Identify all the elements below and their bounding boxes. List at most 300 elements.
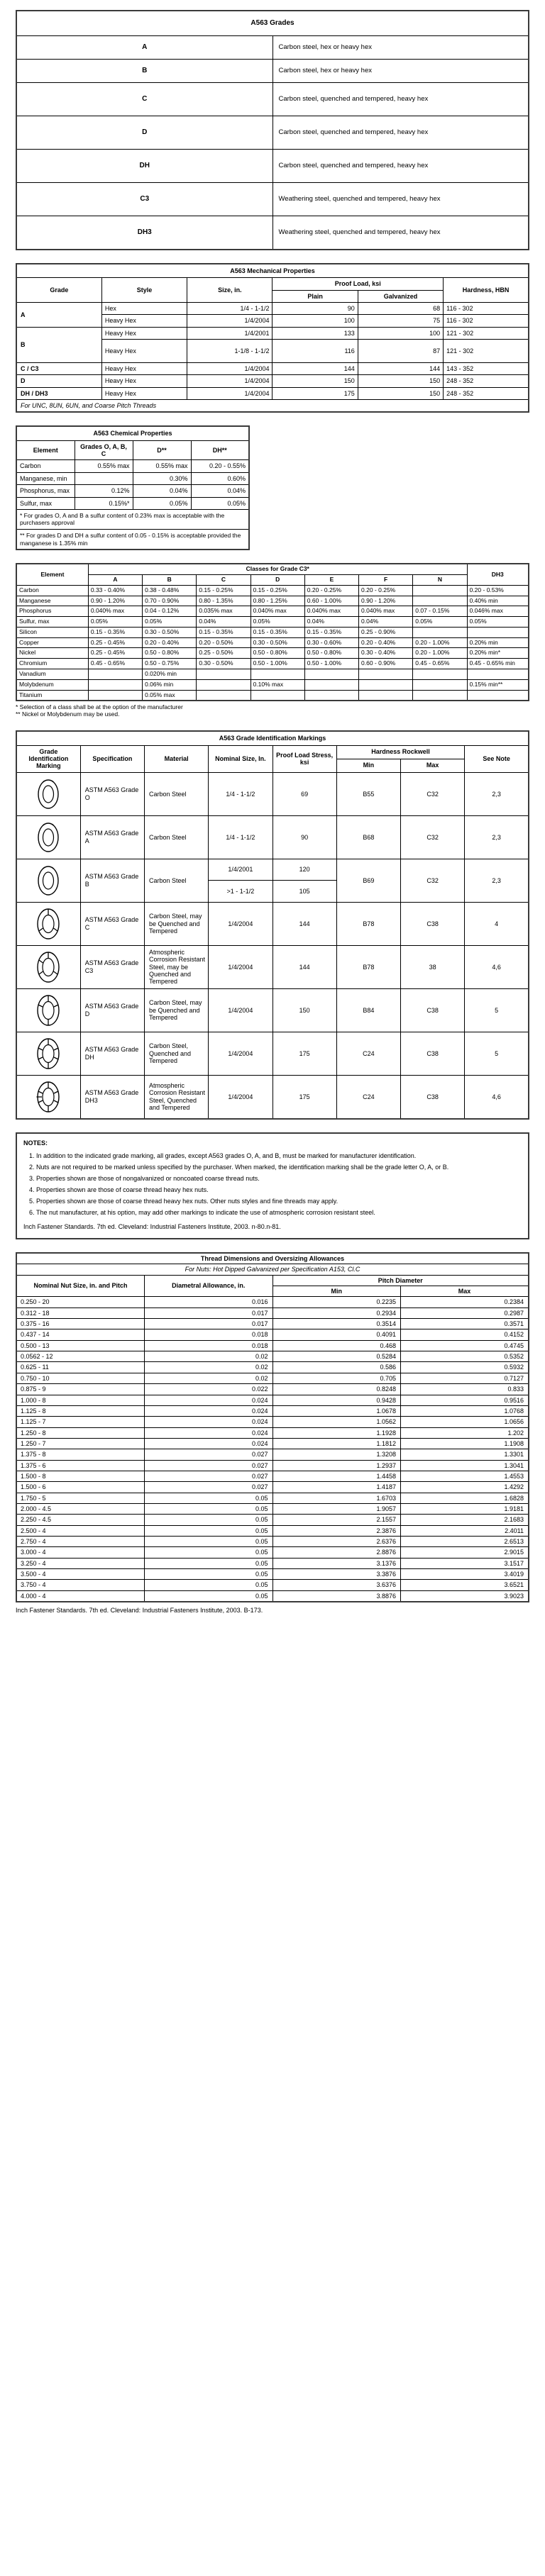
marking-proof-load: 150	[272, 988, 336, 1032]
table-row	[16, 772, 529, 815]
thread-nominal: 0.0562 - 12	[16, 1351, 145, 1362]
table-row	[16, 1503, 529, 1514]
table-header-row	[16, 745, 529, 759]
thread-allowance: 0.02	[145, 1351, 273, 1362]
mech-galvanized: 75	[358, 315, 443, 327]
mech-grade: A	[16, 303, 101, 328]
col-header-material: Material	[145, 745, 209, 772]
class-value-dh3: 0.046% max	[467, 606, 529, 617]
thread-pitch-max: 1.3041	[401, 1460, 529, 1471]
class-value-dh3	[467, 669, 529, 680]
mech-size: 1/4/2001	[187, 327, 272, 339]
thread-pitch-min: 3.8876	[272, 1590, 401, 1602]
marking-specification: ASTM A563 Grade C3	[80, 945, 144, 988]
a563-grades-section	[16, 10, 529, 250]
thread-pitch-min: 2.8876	[272, 1547, 401, 1558]
marking-specification: ASTM A563 Grade A	[80, 815, 144, 859]
class-value-c	[197, 679, 251, 690]
table-row	[16, 1493, 529, 1503]
notes-source: Inch Fastener Standards. 7th ed. Cleveland: Industrial Fasteners Institute, 2003. n-80.n-81.	[23, 1223, 281, 1230]
thread-allowance: 0.02	[145, 1362, 273, 1373]
thread-allowance: 0.024	[145, 1438, 273, 1449]
thread-allowance: 0.027	[145, 1482, 273, 1493]
thread-nominal: 3.500 - 4	[16, 1569, 145, 1580]
table-row	[16, 659, 529, 669]
chem-value-oabc: 0.12%	[75, 485, 133, 497]
class-element: Phosphorus	[16, 606, 88, 617]
class-value-e	[304, 679, 358, 690]
table-header-row	[16, 440, 249, 460]
thread-nominal: 0.312 - 18	[16, 1307, 145, 1318]
class-value-n	[413, 690, 467, 701]
class-value-b: 0.20 - 0.40%	[143, 637, 197, 648]
thread-pitch-min: 0.9428	[272, 1395, 401, 1405]
table-row	[16, 648, 529, 659]
mech-footnote: For UNC, 8UN, 6UN, and Coarse Pitch Threads	[16, 400, 529, 413]
marking-nominal-size: 1/4 - 1-1/2	[209, 772, 272, 815]
class-value-n: 0.20 - 1.00%	[413, 637, 467, 648]
class-value-dh3: 0.05%	[467, 617, 529, 628]
thread-allowance: 0.027	[145, 1471, 273, 1481]
table-row	[16, 1525, 529, 1536]
thread-nominal: 1.125 - 8	[16, 1405, 145, 1416]
class-value-c: 0.30 - 0.50%	[197, 659, 251, 669]
col-header-min: Min	[336, 759, 400, 772]
notes-section	[16, 1132, 529, 1239]
table-row	[16, 1482, 529, 1493]
marking-hardness-max: C38	[401, 988, 465, 1032]
marking-hardness-min: B84	[336, 988, 400, 1032]
nut-d-icon	[20, 991, 77, 1030]
col-header-hardness-rockwell: Hardness Rockwell	[336, 745, 465, 759]
marking-nominal-size: 1/4/2001	[209, 859, 272, 881]
class-value-b: 0.04 - 0.12%	[143, 606, 197, 617]
class-value-b: 0.50 - 0.75%	[143, 659, 197, 669]
table-row	[16, 485, 249, 497]
thread-pitch-max: 1.4292	[401, 1482, 529, 1493]
col-header-proof-load-stress: Proof Load Stress, ksi	[272, 745, 336, 772]
table-row	[16, 1297, 529, 1307]
col-header-diametral-allowance: Diametral Allowance, in.	[145, 1275, 273, 1297]
thread-allowance: 0.05	[145, 1558, 273, 1568]
table-row	[16, 1307, 529, 1318]
table-row	[16, 669, 529, 680]
thread-allowance: 0.05	[145, 1569, 273, 1580]
mech-plain: 175	[272, 387, 358, 399]
thread-pitch-min: 2.1557	[272, 1515, 401, 1525]
class-value-dh3: 0.20% min*	[467, 648, 529, 659]
table-row	[16, 1438, 529, 1449]
chem-value-dh: 0.04%	[191, 485, 249, 497]
class-element: Nickel	[16, 648, 88, 659]
table-row	[16, 1471, 529, 1481]
marking-hardness-min: B68	[336, 815, 400, 859]
chem-element: Carbon	[16, 460, 75, 472]
note-item: 4. Properties shown are those of coarse thread heavy hex nuts.	[36, 1186, 522, 1195]
thread-pitch-min: 1.2937	[272, 1460, 401, 1471]
a563-mechanical-table	[16, 263, 529, 413]
marking-nominal-size-alt: >1 - 1-1/2	[209, 881, 272, 903]
table-row	[16, 859, 529, 881]
class-value-n: 0.20 - 1.00%	[413, 648, 467, 659]
class-element: Molybdenum	[16, 679, 88, 690]
class-value-a: 0.15 - 0.35%	[88, 627, 142, 637]
class-element: Manganese	[16, 596, 88, 606]
class-value-n: 0.05%	[413, 617, 467, 628]
col-header-grade-d: D**	[133, 440, 191, 460]
marking-proof-load: 175	[272, 1075, 336, 1119]
class-value-c: 0.035% max	[197, 606, 251, 617]
mech-galvanized: 150	[358, 375, 443, 387]
classes-grade-c3-table	[16, 563, 529, 701]
mech-galvanized: 144	[358, 363, 443, 375]
class-value-b: 0.70 - 0.90%	[143, 596, 197, 606]
class-value-d: 0.50 - 0.80%	[251, 648, 304, 659]
table-row	[16, 1075, 529, 1119]
thread-allowance: 0.018	[145, 1340, 273, 1351]
chem-element: Sulfur, max	[16, 497, 75, 509]
table-title-row	[16, 1253, 529, 1264]
marking-hardness-max: C38	[401, 902, 465, 945]
note-item: 3. Properties shown are those of nongalvanized or noncoated coarse thread nuts.	[36, 1174, 522, 1183]
marking-proof-load: 69	[272, 772, 336, 815]
class-value-b: 0.05% max	[143, 690, 197, 701]
marking-nominal-size: 1/4/2004	[209, 1032, 272, 1075]
col-header-class-c: C	[197, 575, 251, 586]
col-header-class-n: N	[413, 575, 467, 586]
table-row	[16, 617, 529, 628]
thread-allowance: 0.05	[145, 1536, 273, 1546]
marking-see-note: 4,6	[465, 1075, 529, 1119]
col-header-classes-group: Classes for Grade C3*	[88, 564, 467, 574]
marking-hardness-min: B78	[336, 902, 400, 945]
table-row	[16, 1329, 529, 1340]
marking-cell	[16, 1032, 80, 1075]
thread-allowance: 0.027	[145, 1449, 273, 1460]
mech-style: Heavy Hex	[101, 375, 187, 387]
thread-pitch-min: 3.3876	[272, 1569, 401, 1580]
class-value-b: 0.06% min	[143, 679, 197, 690]
thread-nominal: 2.000 - 4.5	[16, 1503, 145, 1514]
thread-pitch-max: 0.2384	[401, 1297, 529, 1307]
thread-allowance: 0.017	[145, 1307, 273, 1318]
class-element: Titanium	[16, 690, 88, 701]
table-row	[16, 585, 529, 596]
class-value-b: 0.50 - 0.80%	[143, 648, 197, 659]
chem-value-d: 0.04%	[133, 485, 191, 497]
thread-pitch-min: 1.4458	[272, 1471, 401, 1481]
marking-specification: ASTM A563 Grade B	[80, 859, 144, 902]
classes-footnotes	[16, 703, 529, 718]
class-value-d: 0.05%	[251, 617, 304, 628]
class-value-f: 0.90 - 1.20%	[359, 596, 413, 606]
thread-pitch-max: 0.9516	[401, 1395, 529, 1405]
thread-pitch-max: 1.0768	[401, 1405, 529, 1416]
table-row	[16, 679, 529, 690]
thread-pitch-max: 0.5932	[401, 1362, 529, 1373]
class-value-e: 0.04%	[304, 617, 358, 628]
classes-grade-c3-section	[16, 563, 529, 718]
table-row	[16, 387, 529, 399]
col-header-grade-dh: DH**	[191, 440, 249, 460]
class-value-a	[88, 669, 142, 680]
marking-cell	[16, 945, 80, 988]
table-row	[16, 1558, 529, 1568]
class-value-n: 0.45 - 0.65%	[413, 659, 467, 669]
mech-galvanized: 68	[358, 303, 443, 315]
thread-pitch-min: 0.2934	[272, 1307, 401, 1318]
thread-nominal: 1.250 - 7	[16, 1438, 145, 1449]
table-row	[16, 303, 529, 315]
table-row	[16, 1319, 529, 1329]
mech-plain: 150	[272, 375, 358, 387]
table-row	[16, 945, 529, 988]
thread-allowance: 0.024	[145, 1395, 273, 1405]
class-value-e: 0.50 - 1.00%	[304, 659, 358, 669]
class-value-a: 0.25 - 0.45%	[88, 648, 142, 659]
class-value-a	[88, 690, 142, 701]
mech-size: 1/4/2004	[187, 363, 272, 375]
classes-footnote-1: * Selection of a class shall be at the option of the manufacturer	[16, 703, 183, 711]
thread-allowance: 0.017	[145, 1319, 273, 1329]
table-row	[16, 1590, 529, 1602]
col-header-nominal-size: Nominal Size, In.	[209, 745, 272, 772]
table-row	[16, 1417, 529, 1427]
thread-pitch-min: 0.2235	[272, 1297, 401, 1307]
thread-pitch-max: 1.202	[401, 1427, 529, 1438]
table-row	[16, 1569, 529, 1580]
thread-allowance: 0.05	[145, 1515, 273, 1525]
class-element: Copper	[16, 637, 88, 648]
thread-pitch-min: 1.3208	[272, 1449, 401, 1460]
table-header-row	[16, 564, 529, 574]
marking-hardness-min: B69	[336, 859, 400, 902]
thread-nominal: 0.375 - 16	[16, 1319, 145, 1329]
thread-allowance: 0.05	[145, 1580, 273, 1590]
marking-nominal-size: 1/4/2004	[209, 988, 272, 1032]
marking-see-note: 4,6	[465, 945, 529, 988]
thread-nominal: 3.250 - 4	[16, 1558, 145, 1568]
thread-nominal: 2.750 - 4	[16, 1536, 145, 1546]
class-element: Chromium	[16, 659, 88, 669]
class-value-d: 0.15 - 0.25%	[251, 585, 304, 596]
thread-allowance: 0.05	[145, 1493, 273, 1503]
col-header-marking: Grade Identification Marking	[16, 745, 80, 772]
class-value-b: 0.05%	[143, 617, 197, 628]
class-value-c: 0.80 - 1.35%	[197, 596, 251, 606]
grade-letter: B	[16, 60, 272, 83]
marking-see-note: 2,3	[465, 772, 529, 815]
class-value-b: 0.38 - 0.48%	[143, 585, 197, 596]
notes-box	[16, 1132, 529, 1239]
marking-hardness-min: B55	[336, 772, 400, 815]
thread-pitch-min: 1.1812	[272, 1438, 401, 1449]
mech-style: Heavy Hex	[101, 327, 187, 339]
thread-nominal: 1.250 - 8	[16, 1427, 145, 1438]
thread-pitch-min: 0.8248	[272, 1384, 401, 1395]
grade-description: Weathering steel, quenched and tempered, heavy hex	[272, 216, 529, 250]
class-value-e: 0.30 - 0.60%	[304, 637, 358, 648]
class-value-dh3	[467, 627, 529, 637]
col-header-class-b: B	[143, 575, 197, 586]
thread-dimensions-section	[16, 1252, 529, 1614]
thread-pitch-max: 1.4553	[401, 1471, 529, 1481]
col-header-nominal-nut-size: Nominal Nut Size, in. and Pitch	[16, 1275, 145, 1297]
marking-hardness-max: C32	[401, 772, 465, 815]
col-header-element: Element	[16, 564, 88, 585]
class-value-a: 0.25 - 0.45%	[88, 637, 142, 648]
class-value-a: 0.45 - 0.65%	[88, 659, 142, 669]
chem-value-d: 0.30%	[133, 472, 191, 484]
table-row	[16, 606, 529, 617]
table-title-row	[16, 11, 529, 36]
grade-letter: A	[16, 36, 272, 60]
marking-material: Atmospheric Corrosion Resistant Steel, may be Quenched and Tempered	[145, 945, 209, 988]
grade-identification-table	[16, 730, 529, 1119]
mech-size: 1/4/2004	[187, 387, 272, 399]
grade-description: Carbon steel, quenched and tempered, heavy hex	[272, 116, 529, 150]
mech-plain: 144	[272, 363, 358, 375]
notes-list	[23, 1152, 522, 1217]
class-value-e: 0.040% max	[304, 606, 358, 617]
grade-letter: C3	[16, 183, 272, 216]
col-header-class-e: E	[304, 575, 358, 586]
thread-nominal: 1.500 - 6	[16, 1482, 145, 1493]
class-value-f	[359, 679, 413, 690]
thread-pitch-max: 3.4019	[401, 1569, 529, 1580]
thread-table-subtitle: For Nuts: Hot Dipped Galvanized per Specification A153, Cl.C	[16, 1264, 529, 1275]
col-header-size: Size, in.	[187, 278, 272, 303]
col-header-galvanized: Galvanized	[358, 290, 443, 302]
mech-hardness: 116 - 302	[444, 303, 529, 315]
mech-size: 1/4/2004	[187, 375, 272, 387]
thread-pitch-max: 0.5352	[401, 1351, 529, 1362]
table-row	[16, 460, 249, 472]
thread-pitch-max: 0.2987	[401, 1307, 529, 1318]
thread-pitch-max: 2.9015	[401, 1547, 529, 1558]
table-row	[16, 1395, 529, 1405]
class-value-f: 0.040% max	[359, 606, 413, 617]
note-item: 2. Nuts are not required to be marked unless specified by the purchaser. When marked, the identification marking shall be the grade letter O, A, or B.	[36, 1163, 522, 1172]
table-note-row	[16, 509, 249, 529]
note-item: 1. In addition to the indicated grade marking, all grades, except A563 grades O, A, and B, must be marked for manufacturer identification.	[36, 1152, 522, 1161]
grade-description: Carbon steel, hex or heavy hex	[272, 60, 529, 83]
class-value-a	[88, 679, 142, 690]
thread-pitch-min: 1.4187	[272, 1482, 401, 1493]
class-value-d: 0.15 - 0.35%	[251, 627, 304, 637]
mech-hardness: 121 - 302	[444, 327, 529, 339]
chem-note-manganese: ** For grades D and DH a sulfur content of 0.05 - 0.15% is acceptable provided the manganese is 1.35% min	[16, 530, 249, 550]
grade-description: Carbon steel, hex or heavy hex	[272, 36, 529, 60]
marking-material: Carbon Steel	[145, 815, 209, 859]
class-value-f	[359, 690, 413, 701]
table-row	[16, 988, 529, 1032]
chem-table-title: A563 Chemical Properties	[16, 426, 249, 440]
table-row	[16, 637, 529, 648]
mech-size: 1/4/2004	[187, 315, 272, 327]
col-header-dh3: DH3	[467, 564, 529, 585]
class-value-dh3: 0.20 - 0.53%	[467, 585, 529, 596]
class-value-e: 0.15 - 0.35%	[304, 627, 358, 637]
grade-identification-section	[16, 730, 529, 1119]
marking-cell	[16, 902, 80, 945]
class-value-f: 0.20 - 0.40%	[359, 637, 413, 648]
class-value-a: 0.90 - 1.20%	[88, 596, 142, 606]
table-row	[16, 627, 529, 637]
class-value-n	[413, 627, 467, 637]
col-header-specification: Specification	[80, 745, 144, 772]
class-value-b: 0.30 - 0.50%	[143, 627, 197, 637]
mech-galvanized: 87	[358, 340, 443, 363]
thread-allowance: 0.022	[145, 1384, 273, 1395]
marking-specification: ASTM A563 Grade DH3	[80, 1075, 144, 1119]
thread-nominal: 1.125 - 7	[16, 1417, 145, 1427]
chem-value-oabc: 0.15%*	[75, 497, 133, 509]
a563-grades-table	[16, 10, 529, 250]
class-value-e: 0.60 - 1.00%	[304, 596, 358, 606]
table-note-row	[16, 530, 249, 550]
marking-cell	[16, 859, 80, 902]
thread-nominal: 2.500 - 4	[16, 1525, 145, 1536]
table-row	[16, 1384, 529, 1395]
class-value-f: 0.30 - 0.40%	[359, 648, 413, 659]
note-item: 5. Properties shown are those of coarse thread heavy hex nuts. Other nuts styles and fine threads may apply.	[36, 1197, 522, 1206]
marking-proof-load: 175	[272, 1032, 336, 1075]
chem-value-dh: 0.60%	[191, 472, 249, 484]
nut-plain-icon	[20, 818, 77, 857]
class-value-c: 0.15 - 0.25%	[197, 585, 251, 596]
col-header-pitch-diameter: Pitch Diameter	[272, 1275, 529, 1286]
table-subheader-row	[16, 575, 529, 586]
mech-hardness: 121 - 302	[444, 340, 529, 363]
col-header-hardness: Hardness, HBN	[444, 278, 529, 303]
class-value-d: 0.50 - 1.00%	[251, 659, 304, 669]
mech-size: 1-1/8 - 1-1/2	[187, 340, 272, 363]
mech-galvanized: 150	[358, 387, 443, 399]
class-value-b: 0.020% min	[143, 669, 197, 680]
marking-material: Carbon Steel, may be Quenched and Tempered	[145, 902, 209, 945]
marking-hardness-min: C24	[336, 1075, 400, 1119]
class-value-d: 0.80 - 1.25%	[251, 596, 304, 606]
col-header-class-a: A	[88, 575, 142, 586]
thread-allowance: 0.05	[145, 1547, 273, 1558]
marking-material: Carbon Steel	[145, 772, 209, 815]
marking-nominal-size: 1/4/2004	[209, 945, 272, 988]
thread-pitch-min: 2.6376	[272, 1536, 401, 1546]
class-value-c: 0.04%	[197, 617, 251, 628]
col-header-pitch-min: Min	[272, 1286, 401, 1297]
table-row	[16, 1547, 529, 1558]
class-value-e: 0.50 - 0.80%	[304, 648, 358, 659]
marking-see-note: 2,3	[465, 859, 529, 902]
thread-allowance: 0.027	[145, 1460, 273, 1471]
thread-allowance: 0.02	[145, 1373, 273, 1383]
table-header-row	[16, 1275, 529, 1286]
class-element: Sulfur, max	[16, 617, 88, 628]
thread-nominal: 2.250 - 4.5	[16, 1515, 145, 1525]
marking-specification: ASTM A563 Grade DH	[80, 1032, 144, 1075]
thread-nominal: 1.000 - 8	[16, 1395, 145, 1405]
table-row	[16, 183, 529, 216]
thread-pitch-min: 1.9057	[272, 1503, 401, 1514]
thread-pitch-max: 2.6513	[401, 1536, 529, 1546]
class-element: Vanadium	[16, 669, 88, 680]
thread-pitch-max: 0.833	[401, 1384, 529, 1395]
class-value-n	[413, 669, 467, 680]
table-row	[16, 1536, 529, 1546]
col-header-max: Max	[401, 759, 465, 772]
marking-material: Carbon Steel, Quenched and Tempered	[145, 1032, 209, 1075]
